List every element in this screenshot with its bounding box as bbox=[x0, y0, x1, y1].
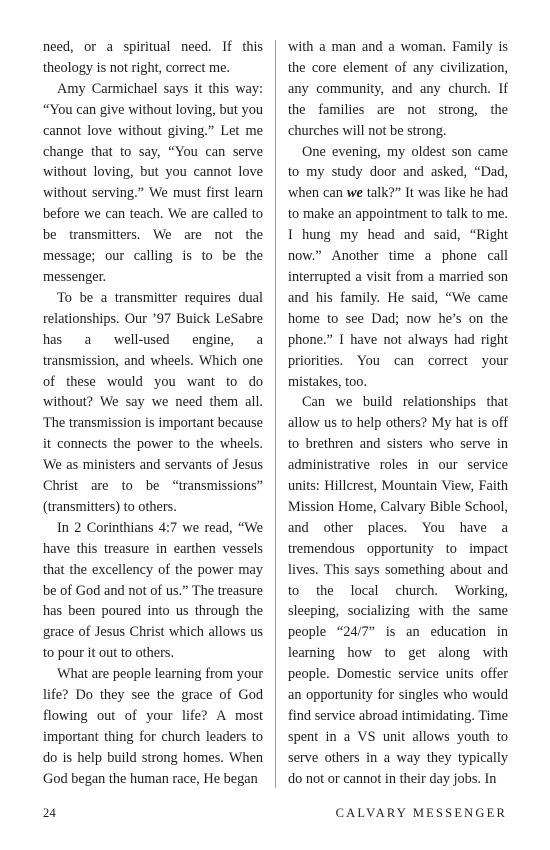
paragraph: To be a transmitter requires dual relationships. Our ’97 Buick LeSabre has a well-used engine, a transmission, and wheels. Which one of these would you want to do without? We say we need them all. The transmission is important because it connects the power to the wheels. We as ministers and servants of Jesus Christ are to be “transmissions” (transmitters) to others. bbox=[43, 289, 263, 515]
emphasis-word: we bbox=[346, 185, 363, 202]
paragraph: with a man and a woman. Family is the core element of any civilization, any community, and any church. If the families are not strong, the churches will not be strong. bbox=[288, 39, 508, 139]
running-footer-title: CALVARY MESSENGER bbox=[335, 806, 507, 820]
text-column-right bbox=[288, 37, 508, 790]
paragraph-text: One evening, my oldest son came to my study door and asked, “Dad, when can bbox=[288, 143, 508, 202]
paragraph: Can we build relationships that allow us to help others? My hat is off to brethren and sisters who serve in administrative roles in our service units: Hillcrest, Mountain View, Faith Mission Home, Calvary Bible School, and other places. You have a tremendous opportunity to impact lives. This says something about and to the local church. Working, sleeping, socializing with the same people “24/7” is an education in learning how to get along with people. Domestic service units offer an opportunity for singles who would find service abroad intimidating. Time spent in a VS unit allows youth to serve others in a way they typically do not or cannot in their day jobs. In bbox=[288, 394, 508, 787]
text-column-left bbox=[43, 37, 263, 790]
page-number: 24 bbox=[43, 806, 57, 820]
paragraph: In 2 Corinthians 4:7 we read, “We have this treasure in earthen vessels that the excellency of the power may be of God and not of us.” The treasure has been poured into us through the grace of Jesus Christ which allows us to pour it out to others. bbox=[43, 519, 263, 662]
column-divider bbox=[275, 40, 276, 788]
paragraph bbox=[288, 142, 508, 393]
paragraph: need, or a spiritual need. If this theology is not right, correct me. bbox=[43, 39, 263, 76]
paragraph: Amy Carmichael says it this way: “You can give without loving, but you cannot love without giving.” Let me change that to say, “You can serve without loving, but you cannot love without serving.” We must first learn before we can teach. We are called to be transmitters. We are not the message; our calling is to be the messenger. bbox=[43, 80, 263, 285]
paragraph-text: talk?” It was like he had to make an appointment to talk to me. I hung my head and said, “Right now.” Another time a phone call interrupted a visit from a married son and his family. He said, “We came home to see Dad; now he’s on the phone.” I have not always had right priorities. You can correct your mistakes, too. bbox=[288, 185, 508, 390]
paragraph: What are people learning from your life? Do they see the grace of God flowing out of your life? A most important thing for church leaders to do is help build strong homes. When God began the human race, He began bbox=[43, 666, 263, 787]
